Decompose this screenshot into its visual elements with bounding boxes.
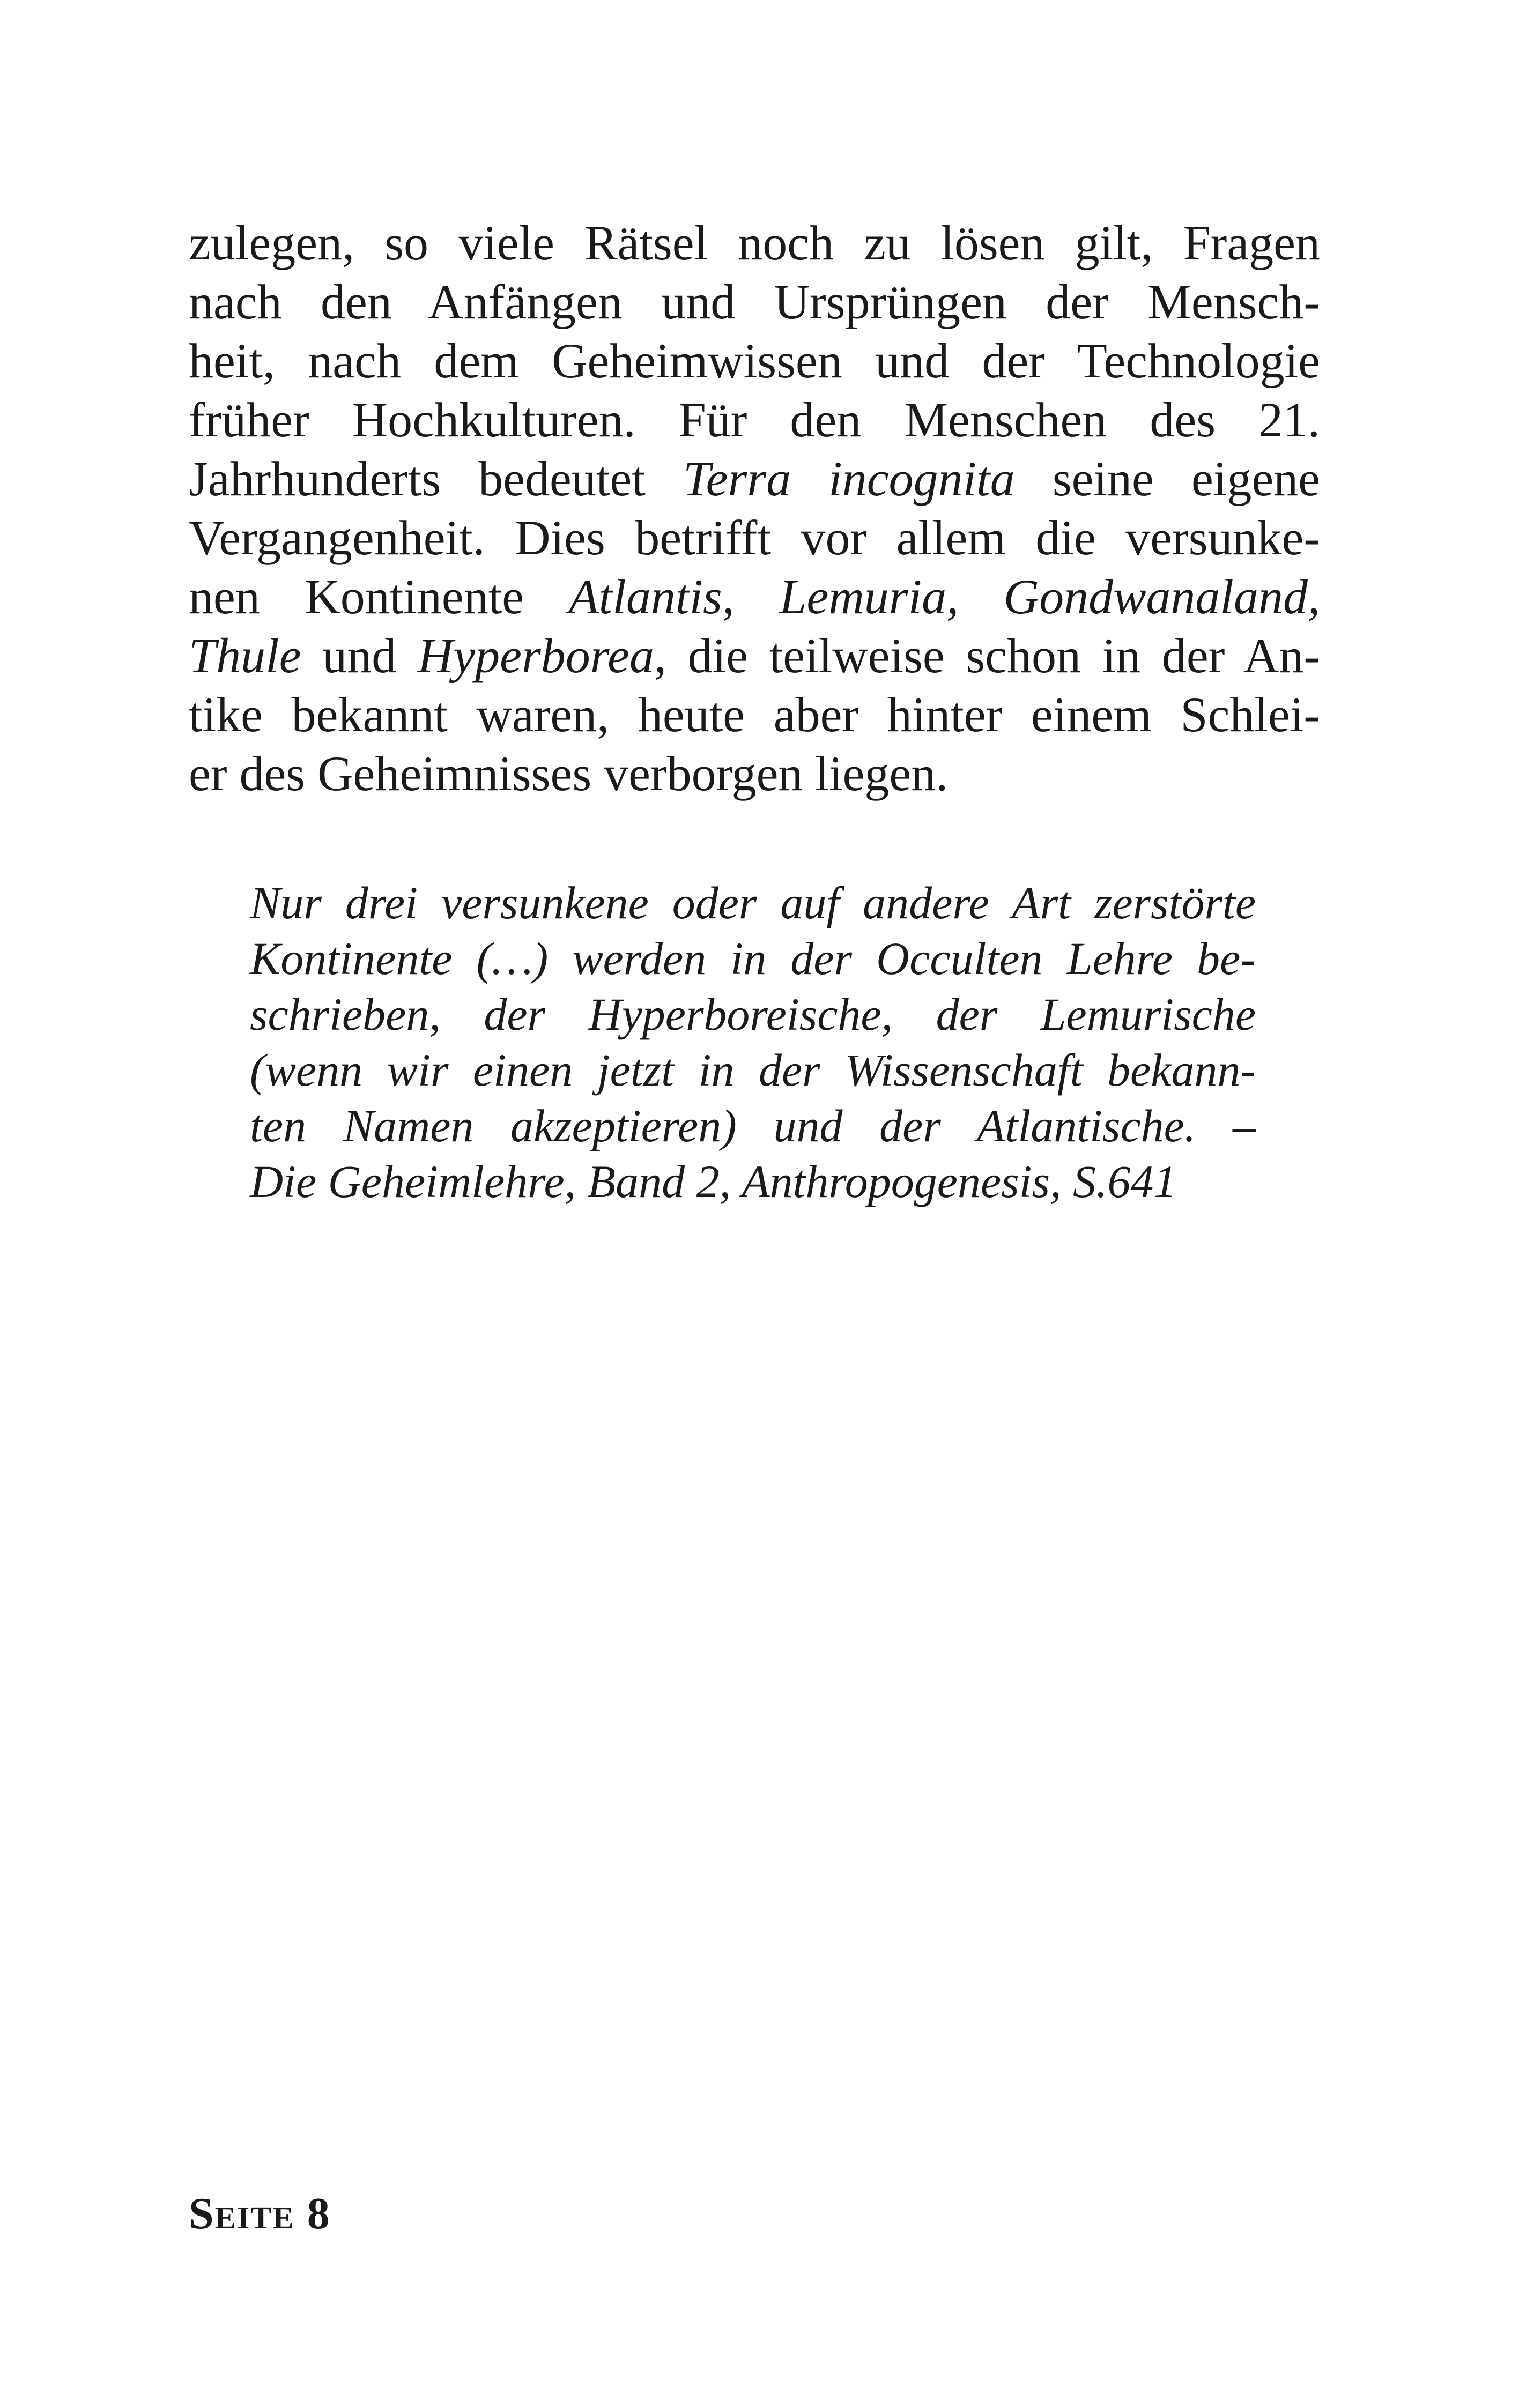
text-run: Vergangenheit. Dies betrifft vor allem die versunke- [189,510,1320,565]
body-line [189,449,1320,508]
text-run: Jahrhunderts bedeutet [189,451,683,506]
body-line [189,744,1320,803]
body-paragraph [189,213,1320,803]
body-line [189,567,1320,626]
text-run: zulegen, so viele Rätsel noch zu lösen gilt, Fragen [189,215,1320,270]
quote-line: schrieben, der Hyperboreische, der Lemurische [250,989,1256,1040]
block-quote [250,875,1256,1209]
quote-line: (wenn wir einen jetzt in der Wissenschaft bekann- [250,1044,1256,1096]
body-line [189,508,1320,567]
quote-line: ten Namen akzeptieren) und der Atlantische. – [250,1100,1256,1151]
page-number: Seite 8 [189,2189,331,2239]
quote-line: Kontinente (…) werden in der Occulten Lehre be- [250,933,1256,984]
text-run: , die teilweise schon in der An- [654,628,1320,683]
quote-line: Die Geheimlehre, Band 2, Anthropogenesis, S.641 [250,1156,1177,1207]
italic-term: Hyperborea [417,628,655,683]
text-run: seine eigene [1014,451,1321,506]
body-line [189,685,1320,744]
body-line [189,390,1320,449]
text-run: nen Kontinente [189,569,569,624]
italic-term: Terra incognita [683,451,1015,506]
text-run: nach den Anfängen und Ursprüngen der Mensch- [189,274,1320,329]
text-run: früher Hochkulturen. Für den Menschen des 21. [189,392,1320,447]
italic-term: Thule [189,628,301,683]
body-line [189,213,1320,272]
body-line [189,272,1320,331]
text-run: und [301,628,418,683]
text-run: tike bekannt waren, heute aber hinter einem Schlei- [189,687,1320,742]
body-line [189,331,1320,390]
italic-term: Atlantis, Lemuria, Gondwanaland, [568,569,1320,624]
text-run: heit, nach dem Geheimwissen und der Technologie [189,333,1320,388]
text-run: er des Geheimnisses verborgen liegen. [189,746,949,801]
body-line [189,626,1320,685]
quote-line: Nur drei versunkene oder auf andere Art zerstörte [250,877,1256,928]
